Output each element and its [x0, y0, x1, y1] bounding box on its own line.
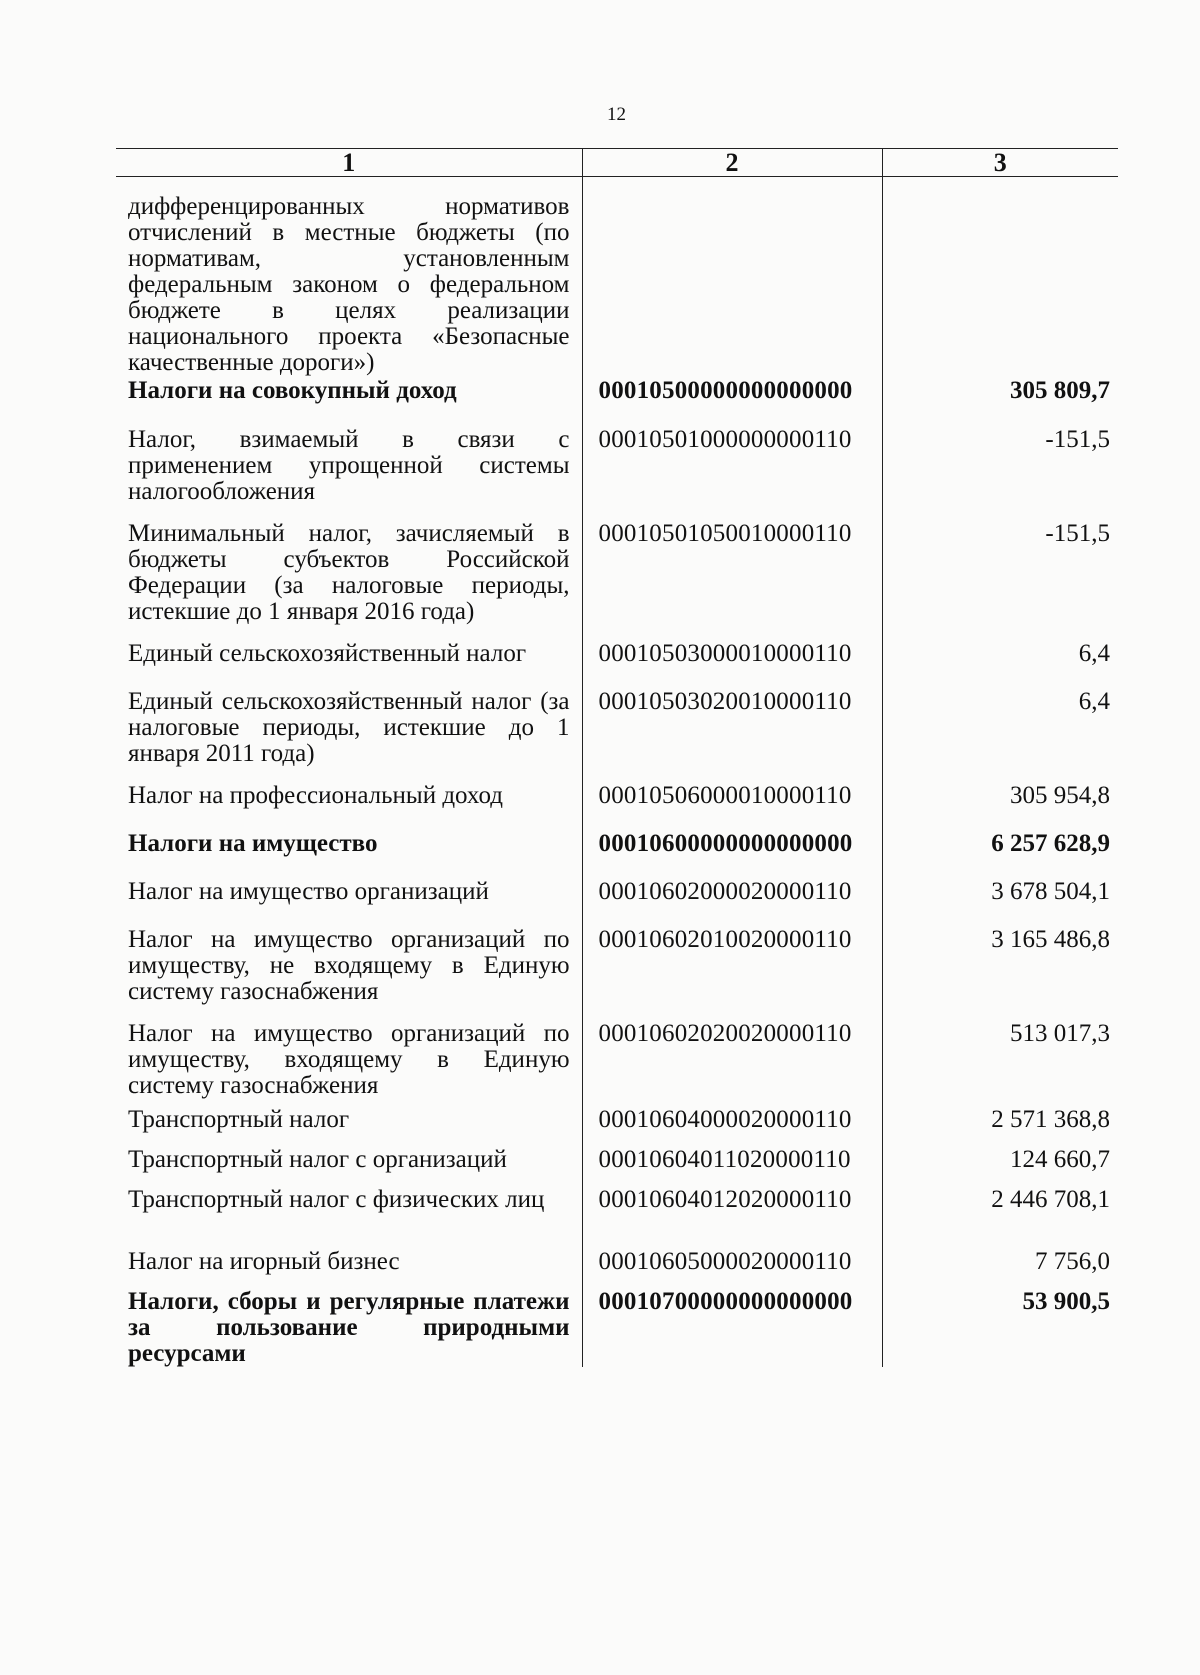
row-code: 00010506000010000110: [582, 781, 882, 829]
column-header-3: 3: [882, 149, 1118, 177]
row-name: Налог на имущество организаций по имуществу, не входящему в Единую систему газоснабжения: [128, 926, 570, 1005]
row-name: Налог на имущество организаций по имуществу, входящему в Единую систему газоснабжения: [128, 1020, 570, 1099]
row-name: Единый сельскохозяйственный налог (за налоговые периоды, истекшие до 1 января 2011 года): [128, 688, 570, 767]
row-name: Налоги на имущество: [128, 830, 378, 857]
row-code: 00010600000000000000: [582, 829, 882, 877]
row-value: [882, 177, 1118, 377]
table-row: [116, 519, 1118, 639]
table-row: [116, 781, 1118, 829]
row-name: Единый сельскохозяйственный налог: [128, 640, 527, 667]
row-name: Транспортный налог с организаций: [128, 1146, 507, 1173]
row-name: Транспортный налог: [128, 1106, 350, 1133]
table-body: [116, 177, 1118, 1368]
row-code: 00010602000020000110: [582, 877, 882, 925]
row-name: Минимальный налог, зачисляемый в бюджеты субъектов Российской Федерации (за налоговые периоды, истекшие до 1 января 2016 года): [128, 520, 570, 625]
table-header-row: [116, 149, 1118, 177]
table-row: [116, 1247, 1118, 1287]
table-row: [116, 639, 1118, 687]
row-name: дифференцированных нормативов отчислений в местные бюджеты (по нормативам, установленным федеральным законом о федеральном бюджете в целях реализации национального проекта «Безопасные качественные дороги»): [128, 193, 570, 376]
row-value: 124 660,7: [882, 1145, 1118, 1185]
row-code: [582, 177, 882, 377]
row-value: 6,4: [882, 687, 1118, 781]
table-row: [116, 177, 1118, 377]
table-row: [116, 1145, 1118, 1185]
table-row: [116, 877, 1118, 925]
row-value: 3 165 486,8: [882, 925, 1118, 1019]
row-value: 2 446 708,1: [882, 1185, 1118, 1247]
row-value: 7 756,0: [882, 1247, 1118, 1287]
row-name: Налоги на совокупный доход: [128, 377, 457, 404]
table-row: [116, 829, 1118, 877]
column-header-1: 1: [116, 149, 582, 177]
row-value: 6 257 628,9: [882, 829, 1118, 877]
row-code: 00010503020010000110: [582, 687, 882, 781]
row-name: Транспортный налог с физических лиц: [128, 1186, 545, 1213]
row-value: -151,5: [882, 519, 1118, 639]
row-name: Налоги, сборы и регулярные платежи за пользование природными ресурсами: [128, 1288, 570, 1367]
table-row: [116, 425, 1118, 519]
table-row: [116, 925, 1118, 1019]
row-value: 305 809,7: [882, 376, 1118, 425]
row-value: 2 571 368,8: [882, 1105, 1118, 1145]
row-name: Налог на имущество организаций: [128, 878, 489, 905]
row-name: Налог, взимаемый в связи с применением упрощенной системы налогообложения: [128, 426, 570, 505]
row-code: 00010604011020000110: [582, 1145, 882, 1185]
row-name: Налог на профессиональный доход: [128, 782, 503, 809]
row-code: 00010604012020000110: [582, 1185, 882, 1247]
table-row: [116, 1287, 1118, 1367]
row-value: 53 900,5: [882, 1287, 1118, 1367]
row-value: 305 954,8: [882, 781, 1118, 829]
table-row: [116, 1185, 1118, 1247]
row-value: -151,5: [882, 425, 1118, 519]
table-row: [116, 1019, 1118, 1105]
row-code: 00010602020020000110: [582, 1019, 882, 1105]
revenue-table: [116, 148, 1118, 1367]
page-number: 12: [607, 104, 626, 125]
row-code: 00010503000010000110: [582, 639, 882, 687]
row-code: 00010604000020000110: [582, 1105, 882, 1145]
row-value: 3 678 504,1: [882, 877, 1118, 925]
row-code: 00010605000020000110: [582, 1247, 882, 1287]
row-code: 00010501050010000110: [582, 519, 882, 639]
row-code: 00010700000000000000: [582, 1287, 882, 1367]
column-header-2: 2: [582, 149, 882, 177]
table-row: [116, 376, 1118, 425]
row-value: 6,4: [882, 639, 1118, 687]
row-code: 00010602010020000110: [582, 925, 882, 1019]
row-value: 513 017,3: [882, 1019, 1118, 1105]
table-row: [116, 1105, 1118, 1145]
row-code: 00010501000000000110: [582, 425, 882, 519]
table-row: [116, 687, 1118, 781]
row-code: 00010500000000000000: [582, 376, 882, 425]
row-name: Налог на игорный бизнес: [128, 1248, 400, 1275]
